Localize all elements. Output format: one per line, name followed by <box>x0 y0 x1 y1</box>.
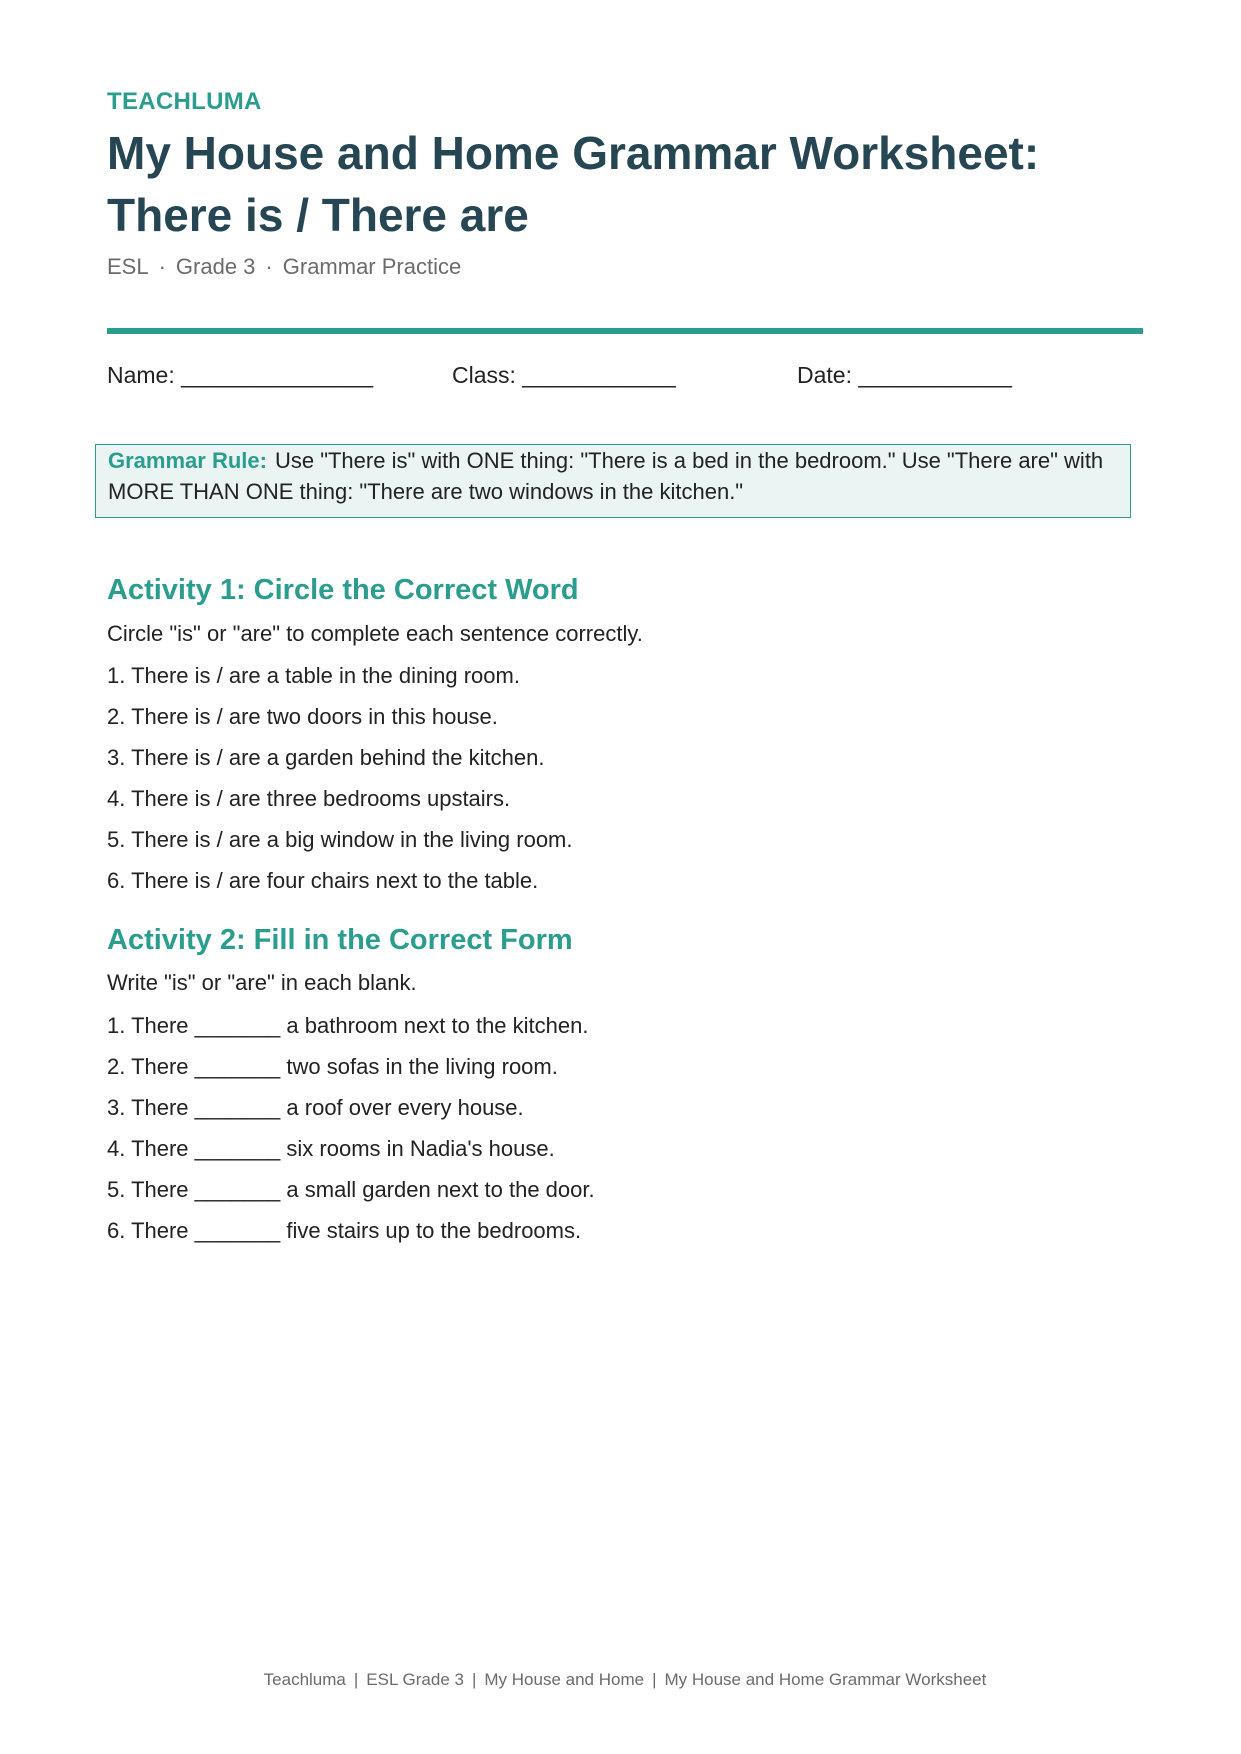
footer-brand: Teachluma <box>263 1670 346 1689</box>
activity-1-item: 3. There is / are a garden behind the kitchen. <box>107 745 545 770</box>
page-title-line-2: There is / There are <box>107 189 529 241</box>
footer-separator: | <box>652 1670 657 1689</box>
activity-2-item: 3. There _______ a roof over every house. <box>107 1095 524 1120</box>
meta-grade: Grade 3 <box>175 254 256 279</box>
header-divider <box>107 328 1143 334</box>
brand-name: TEACHLUMA <box>107 88 262 115</box>
grammar-rule-text: Use "There is" with ONE thing: "There is a bed in the bedroom." Use "There are" with MORE THAN ONE thing: "There are two windows in the kitchen." <box>108 448 1104 504</box>
page-title <box>107 122 1143 246</box>
grammar-rule-box <box>95 444 1131 518</box>
footer-separator: | <box>471 1670 477 1689</box>
activity-2-instructions: Write "is" or "are" in each blank. <box>107 970 417 995</box>
page-title-line-1: My House and Home Grammar Worksheet: <box>107 127 1040 179</box>
name-field[interactable]: Name: _______________ <box>107 362 374 388</box>
activity-1-item: 6. There is / are four chairs next to the table. <box>107 868 539 893</box>
footer-worksheet-title: My House and Home Grammar Worksheet <box>664 1670 987 1689</box>
activity-2-item: 1. There _______ a bathroom next to the kitchen. <box>107 1013 589 1038</box>
student-info-fields <box>107 362 1143 392</box>
activity-2-list <box>107 1013 595 1259</box>
footer-separator: | <box>353 1670 359 1689</box>
activity-2-item: 5. There _______ a small garden next to the door. <box>107 1177 595 1202</box>
activity-1-item: 5. There is / are a big window in the living room. <box>107 827 573 852</box>
activity-2-item: 2. There _______ two sofas in the living room. <box>107 1054 558 1079</box>
activity-2-item: 4. There _______ six rooms in Nadia's house. <box>107 1136 555 1161</box>
activity-1-instructions: Circle "is" or "are" to complete each sentence correctly. <box>107 621 643 646</box>
date-field[interactable]: Date: ____________ <box>797 362 1012 388</box>
worksheet-page <box>107 0 1143 1754</box>
footer-level: ESL Grade 3 <box>366 1670 464 1689</box>
activity-1-item: 4. There is / are three bedrooms upstairs. <box>107 786 511 811</box>
meta-separator: · <box>265 254 273 279</box>
meta-separator: · <box>158 254 166 279</box>
meta-subject: ESL <box>107 254 149 279</box>
activity-1-item: 1. There is / are a table in the dining room. <box>107 663 520 688</box>
activity-2-title: Activity 2: Fill in the Correct Form <box>107 924 573 956</box>
worksheet-meta <box>107 254 461 280</box>
activity-1-title: Activity 1: Circle the Correct Word <box>107 574 579 606</box>
grammar-rule-label: Grammar Rule: <box>108 448 267 473</box>
activity-1-list <box>107 663 573 909</box>
footer-topic: My House and Home <box>484 1670 645 1689</box>
meta-type: Grammar Practice <box>282 254 462 279</box>
class-field[interactable]: Class: ____________ <box>452 362 676 388</box>
page-footer <box>107 1670 1143 1690</box>
activity-2-item: 6. There _______ five stairs up to the bedrooms. <box>107 1218 582 1243</box>
activity-1-item: 2. There is / are two doors in this house. <box>107 704 498 729</box>
